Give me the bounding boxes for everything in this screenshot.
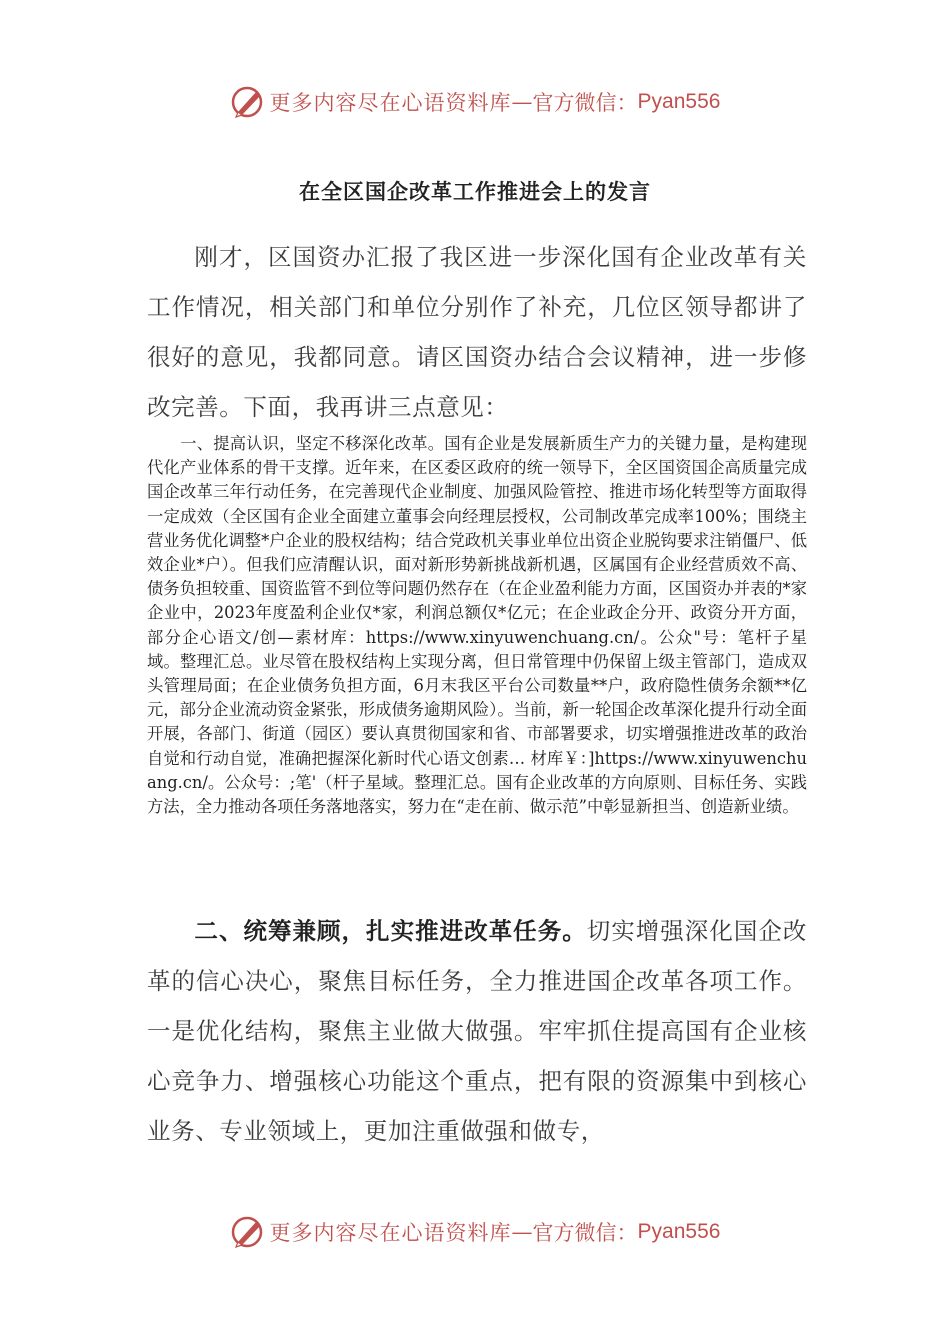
banner-official: 官方微信： <box>532 91 638 115</box>
banner-wechat-id: Pyan556 <box>637 1220 721 1243</box>
banner-text: 更多内容尽在心语资料库 <box>269 1221 512 1245</box>
section-1-text: 一、提高认识，坚定不移深化改革。国有企业是发展新质生产力的关键力量，是构建现代化产业体系的骨干支撑。近年来，在区委区政府的统一领导下，全区国资国企高质量完成国企改革三年行动任务，在完善现代企业制度、加强风险管控、推进市场化转型等方面取得一定成效（全区国有企业全面建立董事会向经理层授权，公司制改革完成率100%；围绕主营业务优化调整*户企业的股权结构；结合党政机关事业单位出资企业脱钩要求注销僵尸、低效企业*户）。但我们应清醒认识，面对新形势新挑战新机遇，区属国有企业经营质效不高、债务负担较重、国资监管不到位等问题仍然存在（在企业盈利能力方面，区国资办并表的*家企业中，2023年度盈利企业仅*家，利润总额仅*亿元；在企业政企分开、政资分开方面，部分企心语文/创—素材库：https://www.xinyuwenchuang.cn/。公众"号：笔杆子星域。整理汇总。业尽管在股权结构上实现分离，但日常管理中仍保留上级主管部门，造成双头管理局面；在企业债务负担方面，6月末我区平台公司数量**户，政府隐性债务余额**亿元，部分企业流动资金紧张，形成债务逾期风险）。当前，新一轮国企改革深化提升行动全面开展，各部门、街道（园区）要认真贯彻国家和省、市部署要求，切实增强推进改革的政治自觉和行动自觉，准确把握深化新时代心语文创素… 材库￥：]https://www.xinyuwenchuang.cn/。公众号：;笔'（杆子星域。整理汇总。国有企业改革的方向原则、目标任务、实践方法，全力推动各项任务落地落实，努力在“走在前、做示范”中彰显新担当、创造新业绩。 <box>147 434 807 817</box>
banner-official: 官方微信： <box>532 1221 638 1245</box>
intro-paragraph <box>147 232 807 432</box>
banner-dash: — <box>511 90 533 114</box>
banner-dash: — <box>511 1220 533 1244</box>
header-banner <box>0 80 950 124</box>
section-1-paragraph <box>147 432 807 819</box>
section-2-text: 切实增强深化国企改革的信心决心，聚焦目标任务，全力推进国企改革各项工作。一是优化结构，聚焦主业做大做强。牢牢抓住提高国有企业核心竞争力、增强核心功能这个重点，把有限的资源集中到核心业务、专业领域上，更加注重做强和做专， <box>147 917 807 1145</box>
footer-banner <box>0 1210 950 1254</box>
intro-text: 刚才，区国资办汇报了我区进一步深化国有企业改革有关工作情况，相关部门和单位分别作了补充，几位区领导都讲了很好的意见，我都同意。请区国资办结合会议精神，进一步修改完善。下面，我再讲三点意见： <box>147 243 807 421</box>
section-2-heading: 二、统筹兼顾，扎实推进改革任务。 <box>194 917 587 945</box>
banner-wechat-id: Pyan556 <box>637 90 721 113</box>
banner-text: 更多内容尽在心语资料库 <box>269 91 512 115</box>
pen-logo-icon <box>230 84 266 120</box>
document-title: 在全区国企改革工作推进会上的发言 <box>299 180 651 204</box>
pen-logo-icon <box>230 1214 266 1250</box>
section-2-paragraph <box>147 906 807 1156</box>
